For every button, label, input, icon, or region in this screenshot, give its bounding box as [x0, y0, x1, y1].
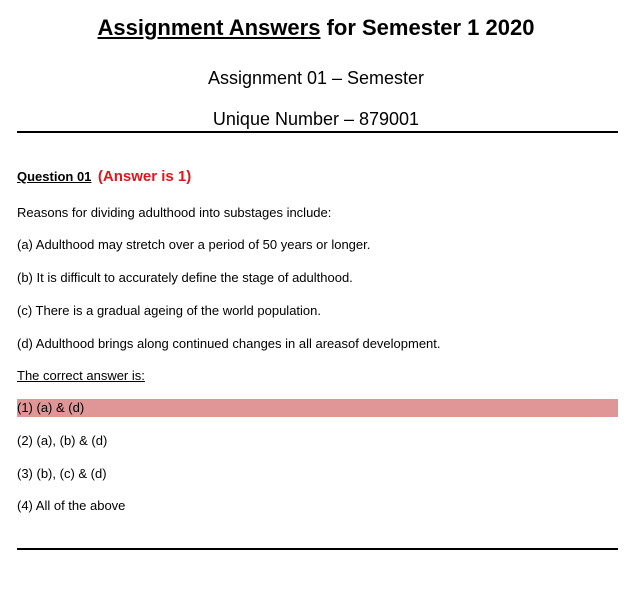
- header-divider: [17, 131, 618, 133]
- unique-number-subtitle: Unique Number – 879001: [212, 109, 420, 129]
- option-4: (4) All of the above: [17, 498, 126, 513]
- option-3: (3) (b), (c) & (d): [17, 466, 107, 481]
- title-underlined-s: s: [308, 15, 321, 40]
- statement-b: (b) It is difficult to accurately define the stage of adulthood.: [17, 270, 353, 285]
- assignment-subtitle: Assignment 01 – Semester: [207, 68, 425, 88]
- footer-divider: [17, 548, 618, 550]
- correct-option-highlight: [17, 399, 618, 417]
- option-2: (2) (a), (b) & (d): [17, 433, 108, 448]
- statement-a: (a) Adulthood may stretch over a period of 50 years or longer.: [17, 237, 371, 252]
- question-stem: Reasons for dividing adulthood into substages include:: [17, 205, 332, 220]
- answer-note: (Answer is 1): [97, 168, 192, 185]
- statement-c: (c) There is a gradual ageing of the world population.: [17, 303, 322, 318]
- correct-answer-heading: The correct answer is:: [17, 368, 145, 383]
- statement-d: (d) Adulthood brings along continued changes in all areasof development.: [17, 336, 441, 351]
- title-rest: for Semester 1 2020: [320, 15, 535, 40]
- document-title: [0, 14, 632, 42]
- question-label: Question 01: [17, 169, 92, 184]
- title-underlined-part: Assignment Answer: [97, 15, 309, 40]
- option-1: (1) (a) & (d): [17, 400, 85, 415]
- question-heading: [17, 166, 191, 188]
